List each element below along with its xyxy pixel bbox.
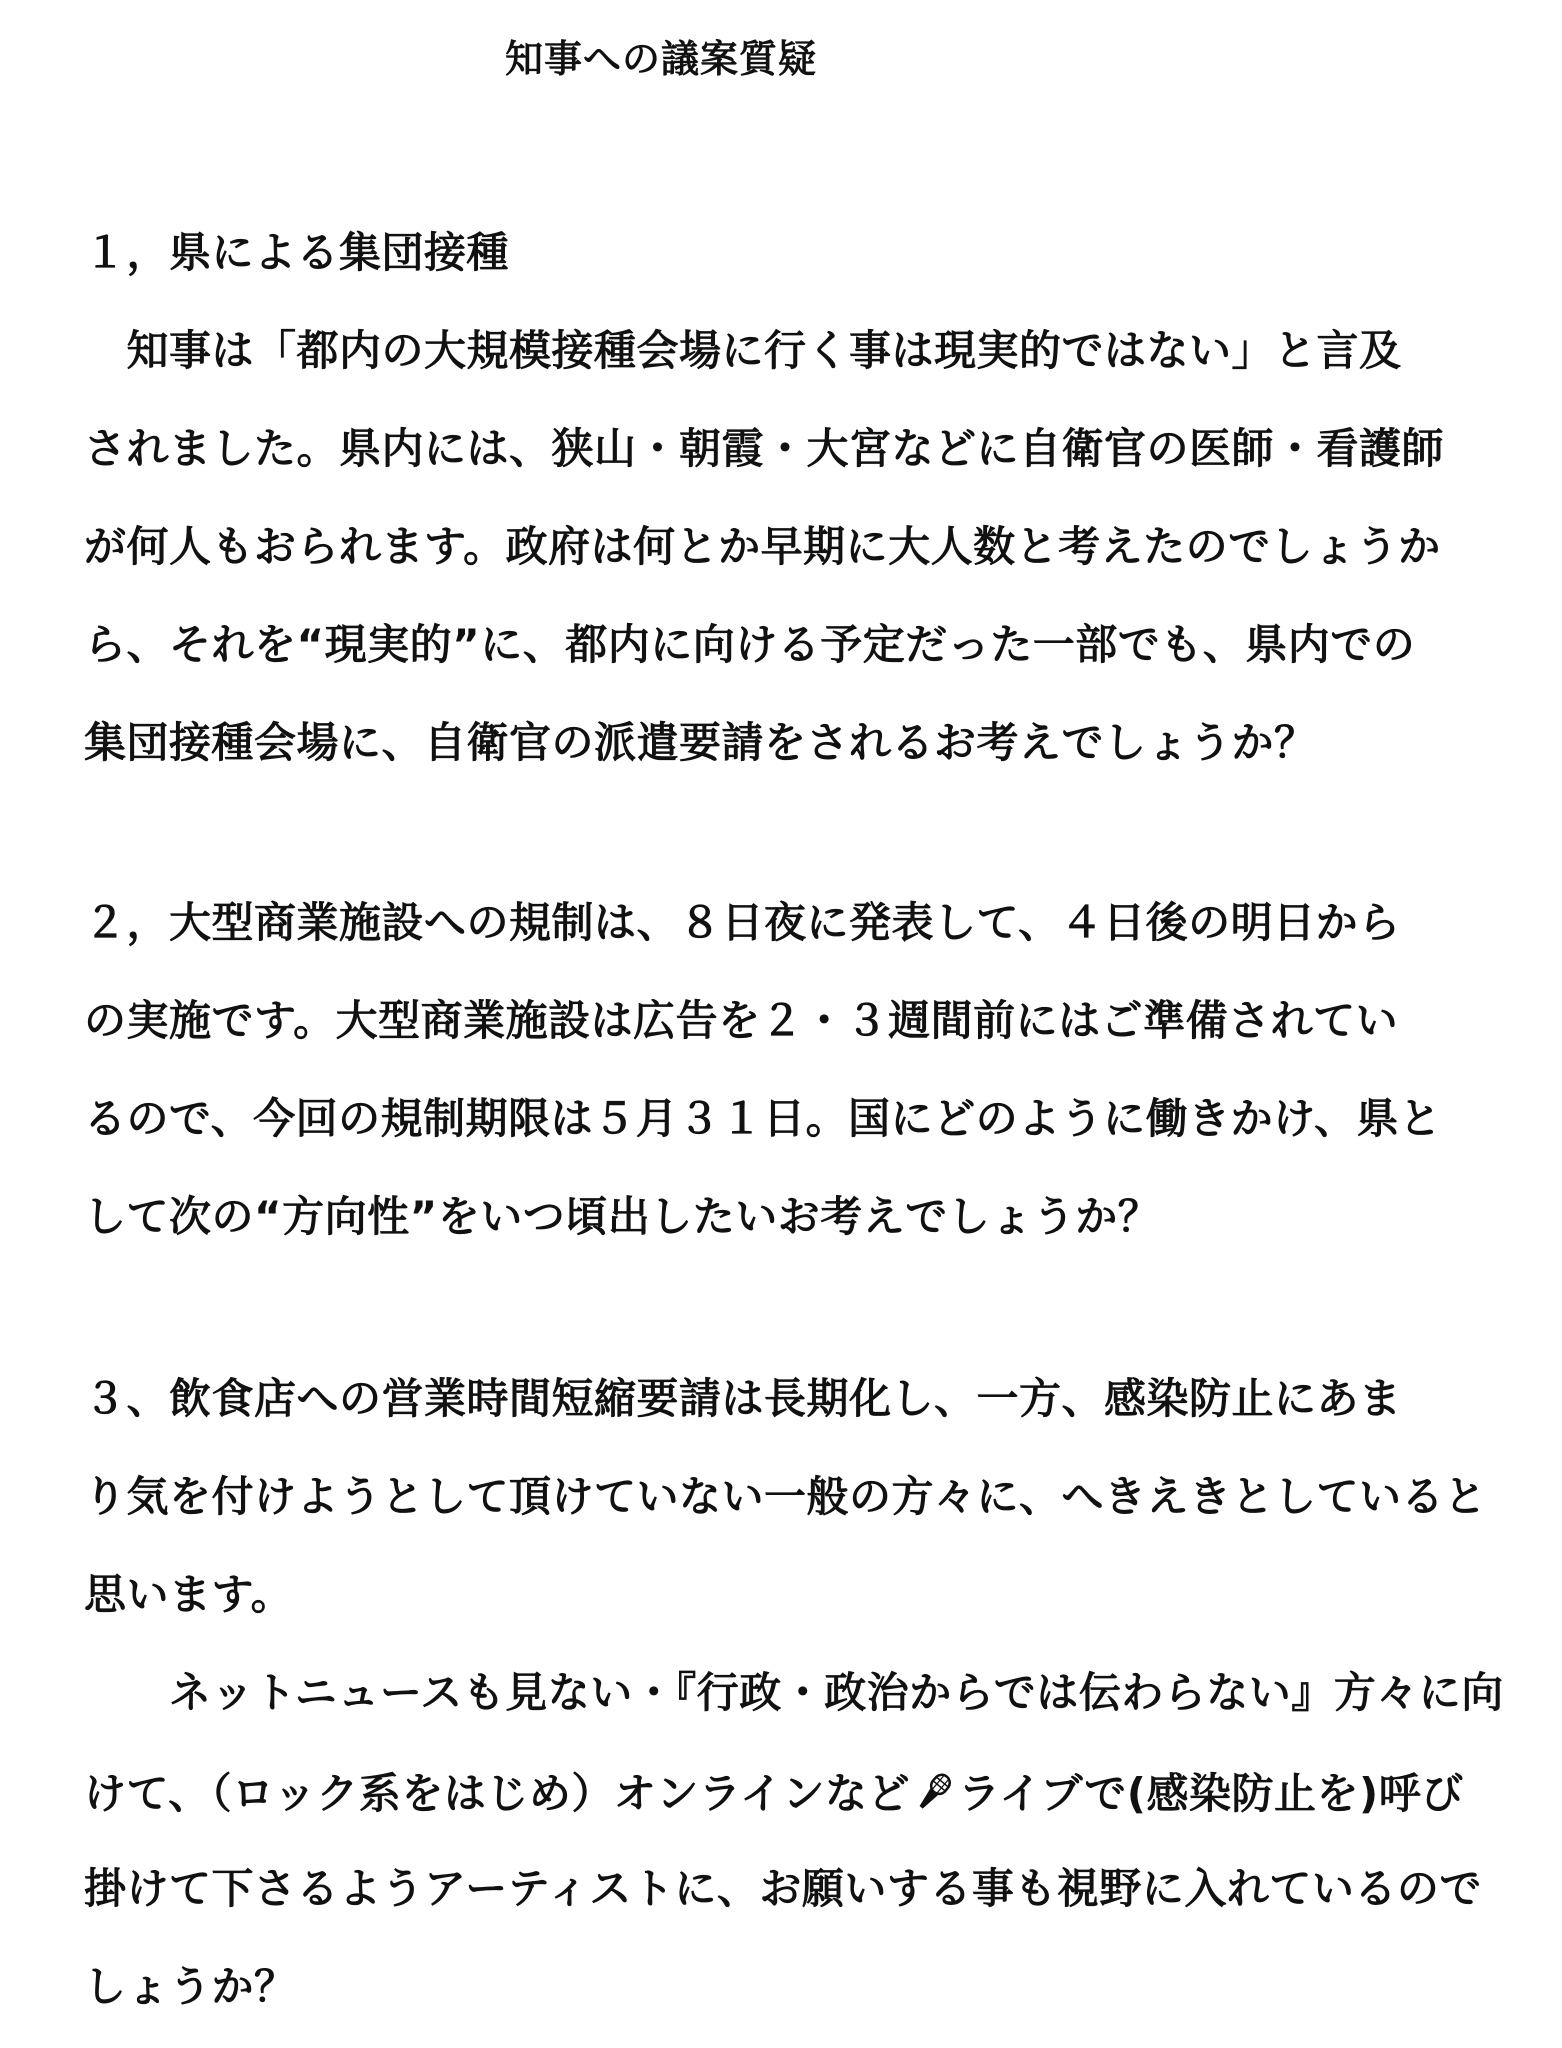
section-1-line-5: 集団接種会場に、自衛官の派遣要請をされるお考えでしょうか？ [84, 718, 1317, 767]
section-1-line-1: 知事は「都内の大規模接種会場に行く事は現実的ではない」と言及 [84, 326, 1402, 375]
section-3-line-5 [84, 1769, 1464, 1818]
section-1-line-3: が何人もおられます。政府は何とか早期に大人数と考えたのでしょうか [84, 522, 1441, 571]
section-3-line-5-part-a: けて、（ロック系をはじめ）オンラインなど [84, 1769, 911, 1818]
section-3-line-2: り気を付けようとして頂けていない一般の方々に、へきえきとしていると [84, 1472, 1487, 1521]
section-3-line-7: しょうか？ [84, 1962, 297, 2011]
section-3-line-6: 掛けて下さるようアーティストに、お願いする事も視野に入れているので [84, 1864, 1482, 1913]
microphone-icon [912, 1770, 956, 1814]
section-2-line-1: ２，大型商業施設への規制は、８日夜に発表して、４日後の明日から [84, 898, 1401, 947]
section-1-line-4: ら、それを“現実的”に、都内に向ける予定だった一部でも、県内での [84, 620, 1416, 669]
section-1-line-2: されました。県内には、狭山・朝霞・大宮などに自衛官の医師・看護師 [84, 424, 1445, 473]
section-3-line-5-part-b: ライブで(感染防止を)呼び [958, 1769, 1464, 1818]
section-2-line-4: して次の“方向性”をいつ頃出したいお考えでしょうか？ [84, 1192, 1161, 1241]
section-1-heading: １，県による集団接種 [84, 228, 510, 277]
section-2-line-3: るので、今回の規制期限は５月３１日。国にどのように働きかけ、県と [84, 1094, 1442, 1143]
section-3-line-1: ３、飲食店への営業時間短縮要請は長期化し、一方、感染防止にあま [84, 1374, 1402, 1423]
document-title: 知事への議案質疑 [505, 37, 818, 81]
section-3-line-4: ネットニュースも見ない・『行政・政治からでは伝わらない』方々に向 [84, 1668, 1504, 1717]
section-2-line-2: の実施です。大型商業施設は広告を２・３週間前にはご準備されてい [84, 996, 1399, 1045]
section-3-line-3: 思います。 [84, 1570, 294, 1619]
